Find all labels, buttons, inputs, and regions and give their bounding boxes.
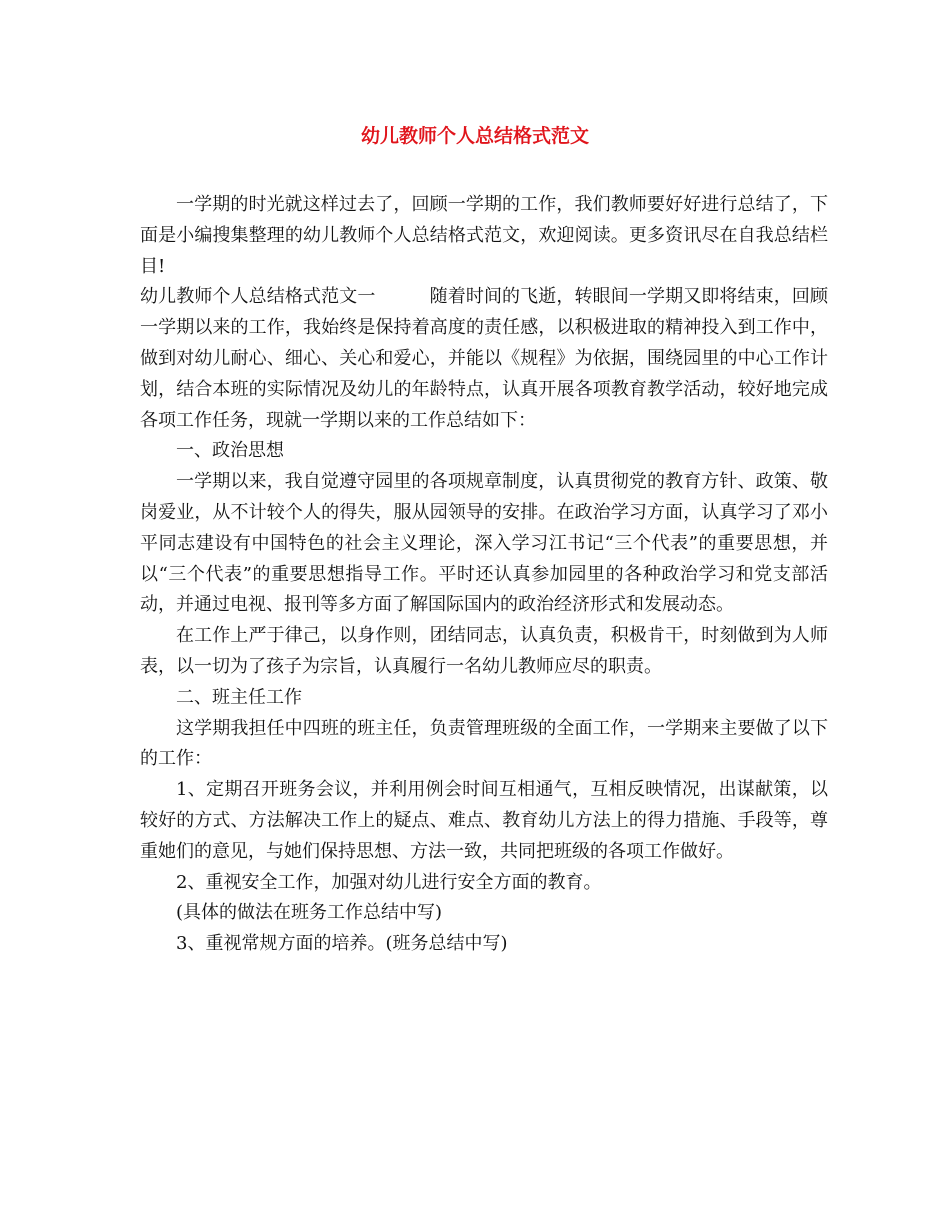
document-title: 幼儿教师个人总结格式范文	[360, 125, 589, 147]
class-teacher-paragraph: 这学期我担任中四班的班主任，负责管理班级的全面工作，一学期来主要做了以下的工作：	[140, 717, 828, 770]
list-item-2: 2、重视安全工作，加强对幼儿进行安全方面的教育。	[176, 871, 602, 893]
section-heading-class-teacher: 二、班主任工作	[176, 686, 302, 708]
sample-paragraph	[140, 282, 828, 436]
section-heading-politics: 一、政治思想	[176, 440, 284, 462]
list-item-2-note: (具体的做法在班务工作总结中写)	[176, 902, 443, 924]
sample-opening: 随着时间的飞逝，转眼间一学期又即将结束，回顾一学期以来的工作，我始终是保持着高度的责任感，以积极进取的精神投入到工作中，做到对幼儿耐心、细心、关心和爱心，并能以《规程》为依据，围绕园里的中心工作计划，结合本班的实际情况及幼儿的年龄特点，认真开展各项教育教学活动，较好地完成各项工作任务，现就一学期以来的工作总结如下：	[140, 286, 828, 431]
politics-paragraph-1: 一学期以来，我自觉遵守园里的各项规章制度，认真贯彻党的教育方针、政策、敬岗爱业，从不计较个人的得失，服从园领导的安排。在政治学习方面，认真学习了邓小平同志建设有中国特色的社会主义理论，深入学习江书记“三个代表”的重要思想，并以“三个代表”的重要思想指导工作。平时还认真参加园里的各种政治学习和党支部活动，并通过电视、报刊等多方面了解国际国内的政治经济形式和发展动态。	[140, 471, 828, 616]
sample-label: 幼儿教师个人总结格式范文一	[140, 286, 376, 308]
list-item-3: 3、重视常规方面的培养。(班务总结中写)	[176, 933, 508, 955]
list-item-1: 1、定期召开班务会议，并利用例会时间互相通气，互相反映情况，出谋献策，以较好的方式、方法解决工作上的疑点、难点、教育幼儿方法上的得力措施、手段等，尊重她们的意见，与她们保持思想、方法一致，共同把班级的各项工作做好。	[140, 779, 828, 862]
politics-paragraph-2: 在工作上严于律己，以身作则，团结同志，认真负责，积极肯干，时刻做到为人师表，以一切为了孩子为宗旨，认真履行一名幼儿教师应尽的职责。	[140, 625, 828, 677]
intro-paragraph: 一学期的时光就这样过去了，回顾一学期的工作，我们教师要好好进行总结了，下面是小编搜集整理的幼儿教师个人总结格式范文，欢迎阅读。更多资讯尽在自我总结栏目!	[140, 194, 828, 277]
document-body	[140, 190, 828, 960]
